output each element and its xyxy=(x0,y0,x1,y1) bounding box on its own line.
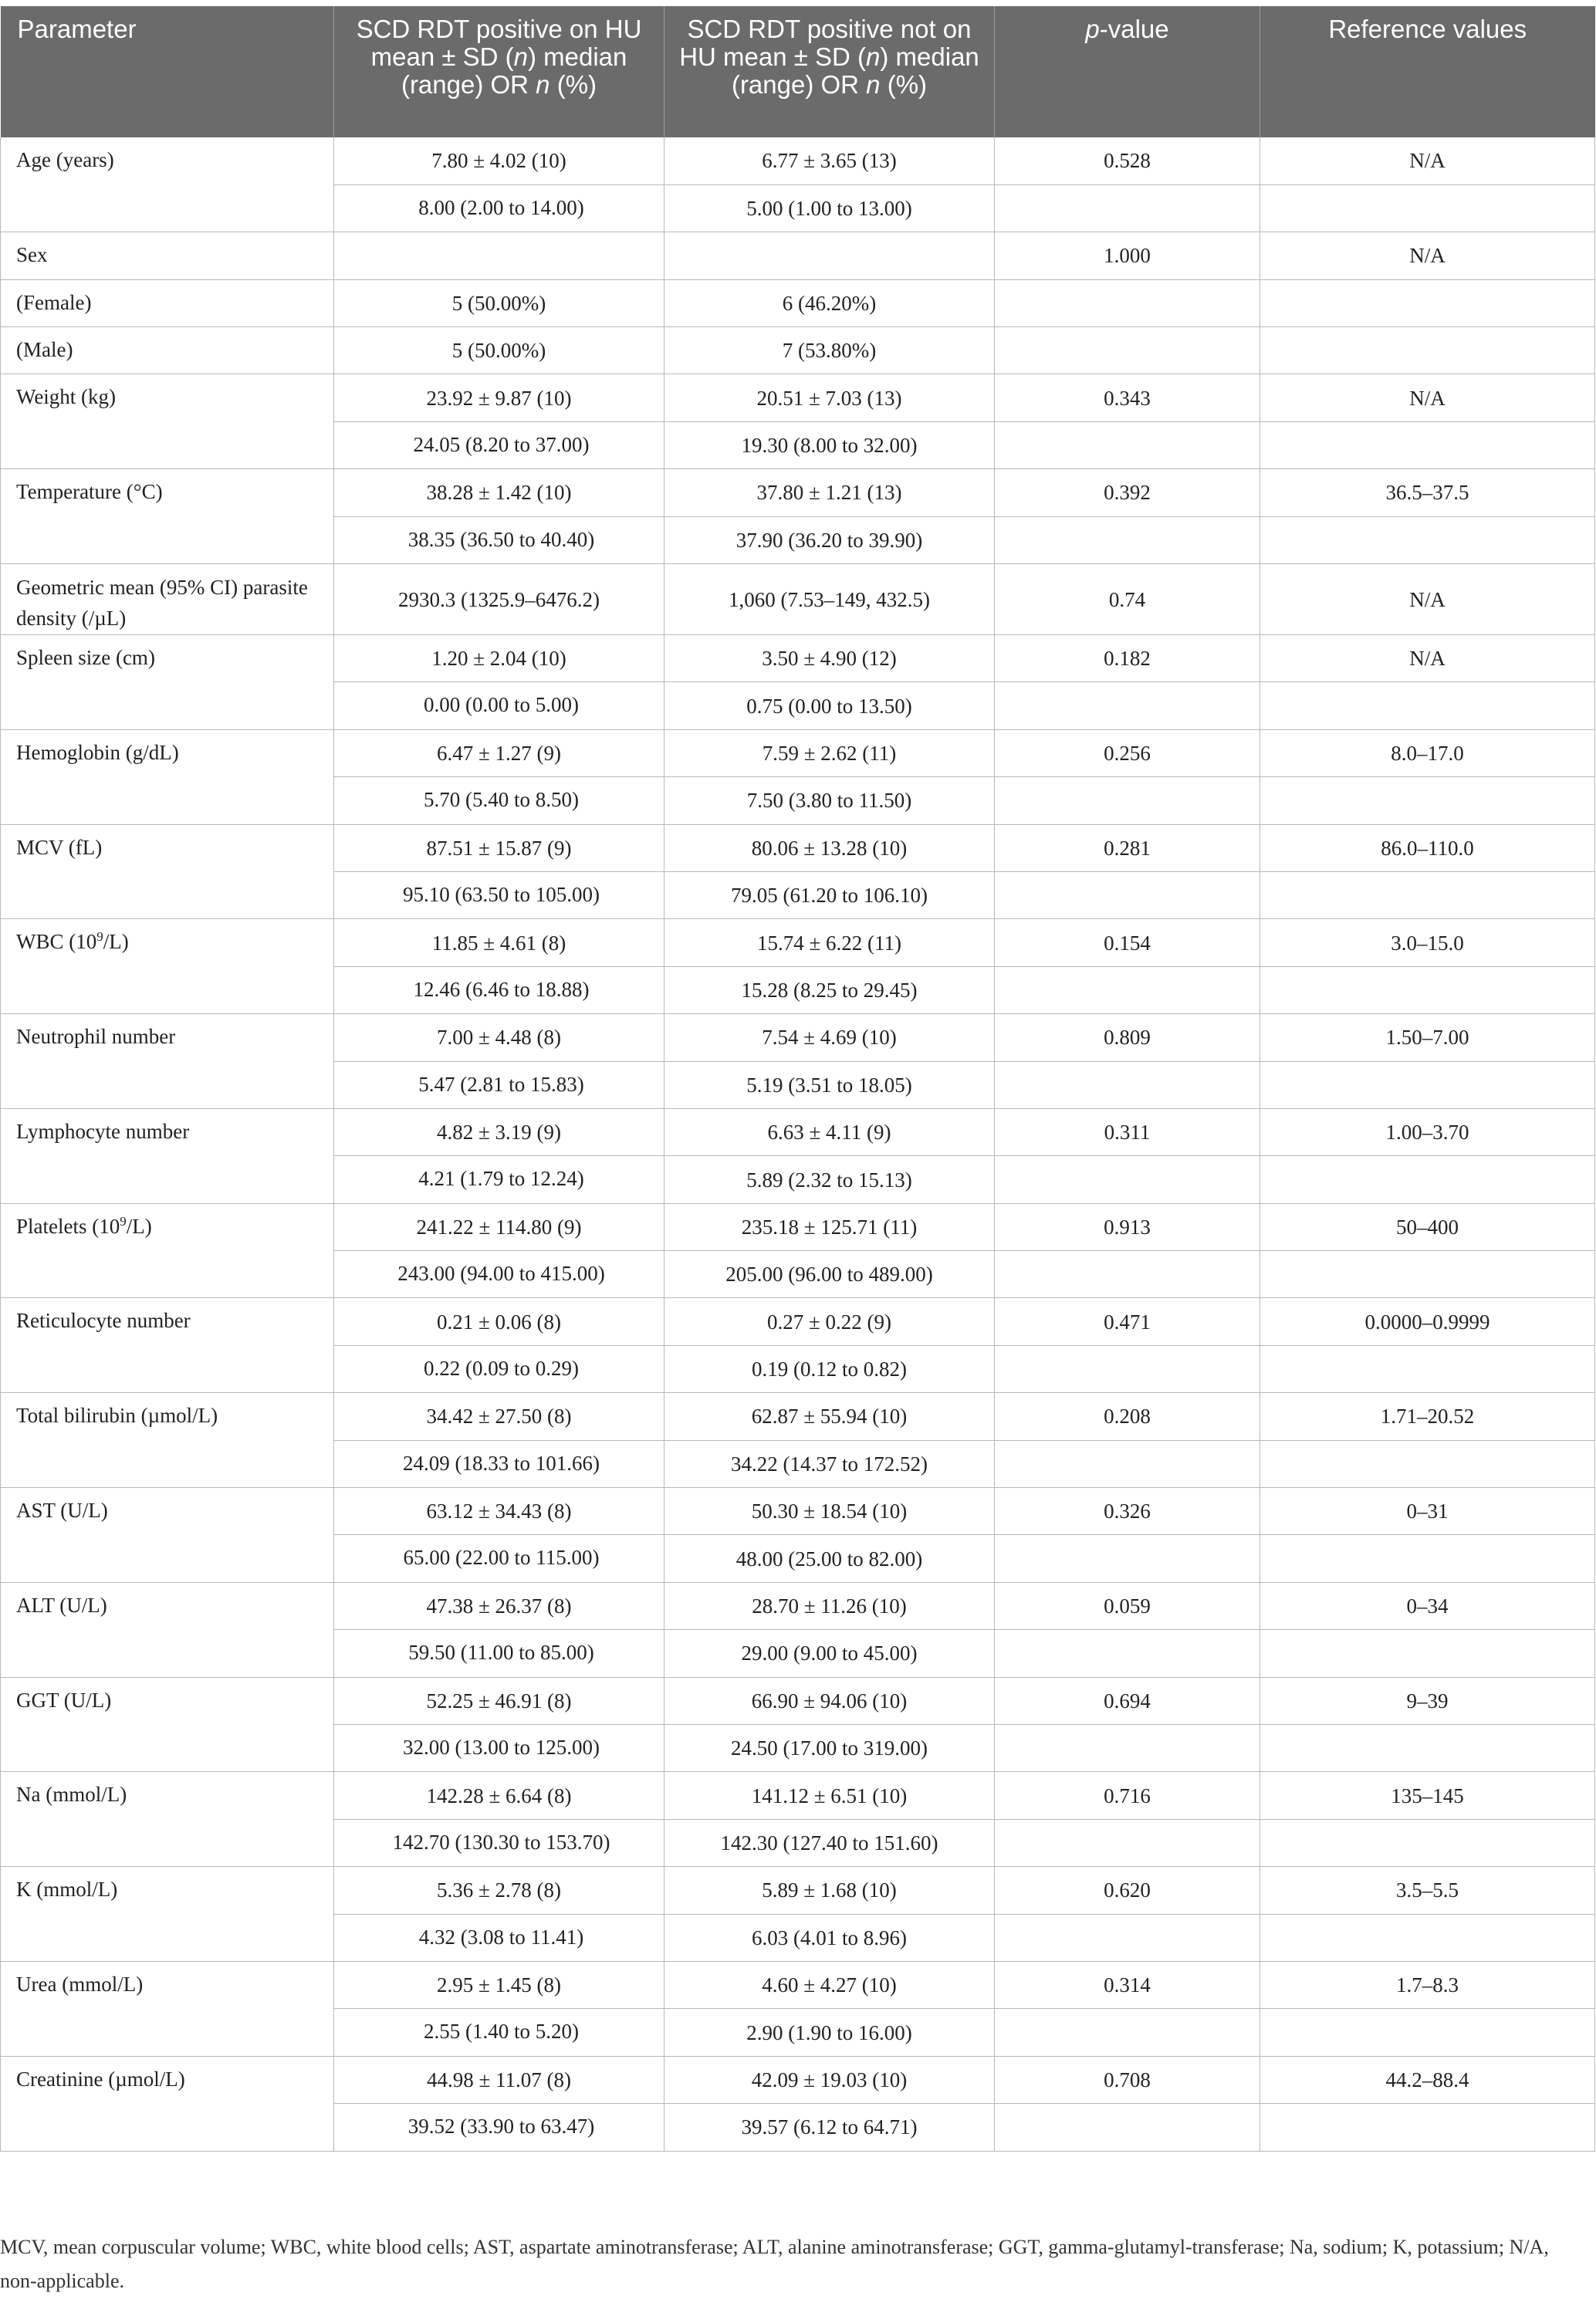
not-on-hu-cell: 39.57 (6.12 to 64.71) xyxy=(664,2104,995,2151)
on-hu-cell: 24.05 (8.20 to 37.00) xyxy=(334,421,664,468)
not-on-hu-cell: 1,060 (7.53–149, 432.5) xyxy=(664,564,995,635)
not-on-hu-cell: 5.19 (3.51 to 18.05) xyxy=(664,1061,995,1108)
on-hu-cell: 5 (50.00%) xyxy=(334,327,664,374)
table-row xyxy=(1,919,1595,966)
p-value-cell: 0.74 xyxy=(995,564,1260,635)
p-value-cell xyxy=(995,1156,1260,1203)
not-on-hu-cell: 19.30 (8.00 to 32.00) xyxy=(664,421,995,468)
not-on-hu-cell: 2.90 (1.90 to 16.00) xyxy=(664,2009,995,2056)
parameter-cell: Reticulocyte number xyxy=(1,1298,334,1393)
not-on-hu-cell: 6 (46.20%) xyxy=(664,279,995,326)
p-value-cell: 0.281 xyxy=(995,824,1260,871)
table-row xyxy=(1,564,1595,635)
on-hu-cell: 24.09 (18.33 to 101.66) xyxy=(334,1440,664,1487)
parameter-cell: MCV (fL) xyxy=(1,824,334,919)
not-on-hu-cell: 48.00 (25.00 to 82.00) xyxy=(664,1535,995,1582)
not-on-hu-cell: 5.89 (2.32 to 15.13) xyxy=(664,1156,995,1203)
reference-cell: 135–145 xyxy=(1260,1772,1595,1819)
reference-cell xyxy=(1260,2009,1595,2056)
reference-cell xyxy=(1260,1630,1595,1677)
not-on-hu-cell: 37.90 (36.20 to 39.90) xyxy=(664,516,995,563)
header-reference-values: Reference values xyxy=(1260,6,1595,137)
on-hu-cell: 2.95 ± 1.45 (8) xyxy=(334,1961,664,2008)
not-on-hu-cell: 66.90 ± 94.06 (10) xyxy=(664,1677,995,1724)
reference-cell xyxy=(1260,1535,1595,1582)
reference-cell xyxy=(1260,516,1595,563)
p-value-cell: 0.256 xyxy=(995,729,1260,776)
not-on-hu-cell: 79.05 (61.20 to 106.10) xyxy=(664,871,995,918)
parameter-cell: Lymphocyte number xyxy=(1,1108,334,1203)
not-on-hu-cell xyxy=(664,232,995,279)
table-row xyxy=(1,2056,1595,2103)
parameter-cell: Urea (mmol/L) xyxy=(1,1961,334,2056)
reference-cell xyxy=(1260,1345,1595,1392)
p-value-cell xyxy=(995,1251,1260,1298)
on-hu-cell: 243.00 (94.00 to 415.00) xyxy=(334,1251,664,1298)
p-value-cell xyxy=(995,1725,1260,1772)
parameter-cell: Weight (kg) xyxy=(1,374,334,469)
on-hu-cell: 95.10 (63.50 to 105.00) xyxy=(334,871,664,918)
on-hu-cell: 2.55 (1.40 to 5.20) xyxy=(334,2009,664,2056)
parameter-cell: (Male) xyxy=(1,327,334,374)
not-on-hu-cell: 6.63 ± 4.11 (9) xyxy=(664,1108,995,1155)
header-row xyxy=(1,6,1595,137)
not-on-hu-cell: 7.59 ± 2.62 (11) xyxy=(664,729,995,776)
not-on-hu-cell: 235.18 ± 125.71 (11) xyxy=(664,1203,995,1250)
p-value-cell: 0.471 xyxy=(995,1298,1260,1345)
on-hu-cell: 4.82 ± 3.19 (9) xyxy=(334,1108,664,1155)
on-hu-cell: 0.21 ± 0.06 (8) xyxy=(334,1298,664,1345)
reference-cell: 1.50–7.00 xyxy=(1260,1014,1595,1061)
not-on-hu-cell: 28.70 ± 11.26 (10) xyxy=(664,1582,995,1629)
not-on-hu-cell: 20.51 ± 7.03 (13) xyxy=(664,374,995,421)
not-on-hu-cell: 62.87 ± 55.94 (10) xyxy=(664,1393,995,1440)
reference-cell xyxy=(1260,682,1595,729)
table-row xyxy=(1,824,1595,871)
not-on-hu-cell: 0.19 (0.12 to 0.82) xyxy=(664,1345,995,1392)
not-on-hu-cell: 6.03 (4.01 to 8.96) xyxy=(664,1914,995,1961)
not-on-hu-cell: 6.77 ± 3.65 (13) xyxy=(664,137,995,184)
p-value-cell: 0.343 xyxy=(995,374,1260,421)
parameter-cell: Neutrophil number xyxy=(1,1014,334,1109)
on-hu-cell: 11.85 ± 4.61 (8) xyxy=(334,919,664,966)
reference-cell: N/A xyxy=(1260,564,1595,635)
header-parameter: Parameter xyxy=(1,6,334,137)
on-hu-cell: 0.00 (0.00 to 5.00) xyxy=(334,682,664,729)
on-hu-cell: 2930.3 (1325.9–6476.2) xyxy=(334,564,664,635)
table-row xyxy=(1,327,1595,374)
on-hu-cell: 4.32 (3.08 to 11.41) xyxy=(334,1914,664,1961)
not-on-hu-cell: 42.09 ± 19.03 (10) xyxy=(664,2056,995,2103)
reference-cell: 9–39 xyxy=(1260,1677,1595,1724)
on-hu-cell: 34.42 ± 27.50 (8) xyxy=(334,1393,664,1440)
not-on-hu-cell: 4.60 ± 4.27 (10) xyxy=(664,1961,995,2008)
p-value-cell xyxy=(995,421,1260,468)
p-value-cell xyxy=(995,1535,1260,1582)
p-value-cell: 0.314 xyxy=(995,1961,1260,2008)
table-row xyxy=(1,1393,1595,1440)
not-on-hu-cell: 205.00 (96.00 to 489.00) xyxy=(664,1251,995,1298)
p-value-cell: 0.311 xyxy=(995,1108,1260,1155)
table-row xyxy=(1,1867,1595,1914)
p-value-cell: 0.708 xyxy=(995,2056,1260,2103)
reference-cell: 3.5–5.5 xyxy=(1260,1867,1595,1914)
p-value-cell: 0.154 xyxy=(995,919,1260,966)
on-hu-cell: 47.38 ± 26.37 (8) xyxy=(334,1582,664,1629)
not-on-hu-cell: 142.30 (127.40 to 151.60) xyxy=(664,1819,995,1866)
parameter-cell: Na (mmol/L) xyxy=(1,1772,334,1867)
not-on-hu-cell: 141.12 ± 6.51 (10) xyxy=(664,1772,995,1819)
p-value-cell xyxy=(995,1345,1260,1392)
on-hu-cell: 23.92 ± 9.87 (10) xyxy=(334,374,664,421)
on-hu-cell: 142.28 ± 6.64 (8) xyxy=(334,1772,664,1819)
parameter-cell: Creatinine (µmol/L) xyxy=(1,2056,334,2151)
not-on-hu-cell: 29.00 (9.00 to 45.00) xyxy=(664,1630,995,1677)
table-row xyxy=(1,1582,1595,1629)
on-hu-cell: 4.21 (1.79 to 12.24) xyxy=(334,1156,664,1203)
reference-cell: 1.71–20.52 xyxy=(1260,1393,1595,1440)
p-value-cell: 0.620 xyxy=(995,1867,1260,1914)
p-value-cell xyxy=(995,2104,1260,2151)
p-value-cell: 1.000 xyxy=(995,232,1260,279)
reference-cell: 36.5–37.5 xyxy=(1260,469,1595,516)
table-row xyxy=(1,374,1595,421)
p-value-cell xyxy=(995,1440,1260,1487)
p-value-cell xyxy=(995,1061,1260,1108)
on-hu-cell: 7.80 ± 4.02 (10) xyxy=(334,137,664,184)
not-on-hu-cell: 5.89 ± 1.68 (10) xyxy=(664,1867,995,1914)
on-hu-cell xyxy=(334,232,664,279)
reference-cell: 0.0000–0.9999 xyxy=(1260,1298,1595,1345)
table-row xyxy=(1,1108,1595,1155)
on-hu-cell: 7.00 ± 4.48 (8) xyxy=(334,1014,664,1061)
reference-cell: 44.2–88.4 xyxy=(1260,2056,1595,2103)
table-body xyxy=(1,137,1595,2151)
reference-cell xyxy=(1260,777,1595,824)
p-value-cell: 0.326 xyxy=(995,1488,1260,1535)
parameter-cell: Platelets $(10^9/L)$ xyxy=(1,1203,334,1298)
reference-cell: 1.00–3.70 xyxy=(1260,1108,1595,1155)
reference-cell: N/A xyxy=(1260,635,1595,682)
table-row xyxy=(1,635,1595,682)
on-hu-cell: 8.00 (2.00 to 14.00) xyxy=(334,184,664,232)
table-row xyxy=(1,1014,1595,1061)
on-hu-cell: 32.00 (13.00 to 125.00) xyxy=(334,1725,664,1772)
table-row xyxy=(1,469,1595,516)
on-hu-cell: 38.28 ± 1.42 (10) xyxy=(334,469,664,516)
table-row xyxy=(1,1772,1595,1819)
reference-cell: 50–400 xyxy=(1260,1203,1595,1250)
p-value-cell: 0.182 xyxy=(995,635,1260,682)
reference-cell: 0–31 xyxy=(1260,1488,1595,1535)
on-hu-cell: 38.35 (36.50 to 40.40) xyxy=(334,516,664,563)
p-value-cell xyxy=(995,777,1260,824)
reference-cell: 1.7–8.3 xyxy=(1260,1961,1595,2008)
p-value-cell: 0.694 xyxy=(995,1677,1260,1724)
parameter-cell: Hemoglobin (g/dL) xyxy=(1,729,334,824)
reference-cell: 3.0–15.0 xyxy=(1260,919,1595,966)
p-value-cell xyxy=(995,184,1260,232)
p-value-cell xyxy=(995,516,1260,563)
header-p-value: p-value xyxy=(995,6,1260,137)
p-value-cell xyxy=(995,1819,1260,1866)
reference-cell xyxy=(1260,1156,1595,1203)
table-row xyxy=(1,1961,1595,2008)
on-hu-cell: 5.70 (5.40 to 8.50) xyxy=(334,777,664,824)
table-row xyxy=(1,1677,1595,1724)
reference-cell xyxy=(1260,2104,1595,2151)
not-on-hu-cell: 0.27 ± 0.22 (9) xyxy=(664,1298,995,1345)
parameter-cell: Total bilirubin (µmol/L) xyxy=(1,1393,334,1488)
parameter-cell: Temperature (°C) xyxy=(1,469,334,564)
not-on-hu-cell: 15.74 ± 6.22 (11) xyxy=(664,919,995,966)
reference-cell xyxy=(1260,1251,1595,1298)
on-hu-cell: 87.51 ± 15.87 (9) xyxy=(334,824,664,871)
reference-cell xyxy=(1260,184,1595,232)
table-row xyxy=(1,1298,1595,1345)
p-value-cell xyxy=(995,871,1260,918)
not-on-hu-cell: 7.54 ± 4.69 (10) xyxy=(664,1014,995,1061)
p-value-cell xyxy=(995,966,1260,1013)
reference-cell: 0–34 xyxy=(1260,1582,1595,1629)
reference-cell xyxy=(1260,421,1595,468)
reference-cell xyxy=(1260,1061,1595,1108)
parameter-cell: AST (U/L) xyxy=(1,1488,334,1583)
table-row xyxy=(1,137,1595,184)
on-hu-cell: 0.22 (0.09 to 0.29) xyxy=(334,1345,664,1392)
on-hu-cell: 44.98 ± 11.07 (8) xyxy=(334,2056,664,2103)
on-hu-cell: 59.50 (11.00 to 85.00) xyxy=(334,1630,664,1677)
p-value-cell: 0.913 xyxy=(995,1203,1260,1250)
p-value-cell: 0.208 xyxy=(995,1393,1260,1440)
reference-cell: N/A xyxy=(1260,137,1595,184)
on-hu-cell: 5.36 ± 2.78 (8) xyxy=(334,1867,664,1914)
parameter-cell: GGT (U/L) xyxy=(1,1677,334,1772)
parameter-cell: Spleen size (cm) xyxy=(1,635,334,730)
on-hu-cell: 39.52 (33.90 to 63.47) xyxy=(334,2104,664,2151)
p-value-cell xyxy=(995,279,1260,326)
parameter-cell: Sex xyxy=(1,232,334,279)
parameter-cell: ALT (U/L) xyxy=(1,1582,334,1677)
p-value-cell xyxy=(995,2009,1260,2056)
on-hu-cell: 1.20 ± 2.04 (10) xyxy=(334,635,664,682)
not-on-hu-cell: 5.00 (1.00 to 13.00) xyxy=(664,184,995,232)
reference-cell xyxy=(1260,1819,1595,1866)
on-hu-cell: 63.12 ± 34.43 (8) xyxy=(334,1488,664,1535)
table-row xyxy=(1,1203,1595,1250)
table-row xyxy=(1,279,1595,326)
p-value-cell: 0.528 xyxy=(995,137,1260,184)
on-hu-cell: 65.00 (22.00 to 115.00) xyxy=(334,1535,664,1582)
not-on-hu-cell: 15.28 (8.25 to 29.45) xyxy=(664,966,995,1013)
not-on-hu-cell: 34.22 (14.37 to 172.52) xyxy=(664,1440,995,1487)
not-on-hu-cell: 7 (53.80%) xyxy=(664,327,995,374)
header-not-on-hu: SCD RDT positive not on HU mean ± SD (n) median (range) OR n (%) xyxy=(664,6,995,137)
on-hu-cell: 5.47 (2.81 to 15.83) xyxy=(334,1061,664,1108)
on-hu-cell: 12.46 (6.46 to 18.88) xyxy=(334,966,664,1013)
not-on-hu-cell: 24.50 (17.00 to 319.00) xyxy=(664,1725,995,1772)
not-on-hu-cell: 7.50 (3.80 to 11.50) xyxy=(664,777,995,824)
parameter-cell: WBC $(10^9/L)$ xyxy=(1,919,334,1014)
not-on-hu-cell: 3.50 ± 4.90 (12) xyxy=(664,635,995,682)
parameter-cell: (Female) xyxy=(1,279,334,326)
not-on-hu-cell: 80.06 ± 13.28 (10) xyxy=(664,824,995,871)
p-value-cell xyxy=(995,682,1260,729)
not-on-hu-cell: 0.75 (0.00 to 13.50) xyxy=(664,682,995,729)
reference-cell: N/A xyxy=(1260,232,1595,279)
on-hu-cell: 6.47 ± 1.27 (9) xyxy=(334,729,664,776)
reference-cell: N/A xyxy=(1260,374,1595,421)
on-hu-cell: 5 (50.00%) xyxy=(334,279,664,326)
on-hu-cell: 142.70 (130.30 to 153.70) xyxy=(334,1819,664,1866)
reference-cell xyxy=(1260,871,1595,918)
results-table xyxy=(0,6,1595,2152)
not-on-hu-cell: 37.80 ± 1.21 (13) xyxy=(664,469,995,516)
table-footnote: MCV, mean corpuscular volume; WBC, white blood cells; AST, aspartate aminotransferase; ALT, alanine aminotransferase; GGT, gamma-glutamyl-transferase; Na, sodium; K, potassium; N/A, non-applicable. xyxy=(0,2236,1549,2292)
parameter-cell: K (mmol/L) xyxy=(1,1867,334,1962)
not-on-hu-cell: 50.30 ± 18.54 (10) xyxy=(664,1488,995,1535)
p-value-cell xyxy=(995,1914,1260,1961)
header-on-hu: SCD RDT positive on HU mean ± SD (n) median (range) OR n (%) xyxy=(334,6,664,137)
p-value-cell xyxy=(995,327,1260,374)
p-value-cell: 0.059 xyxy=(995,1582,1260,1629)
table-header xyxy=(1,6,1595,137)
table-row xyxy=(1,1488,1595,1535)
results-table-container xyxy=(0,6,1594,2152)
table-row xyxy=(1,232,1595,279)
parameter-cell: Geometric mean (95% CI) parasite density (/µL) xyxy=(1,564,334,635)
reference-cell xyxy=(1260,1440,1595,1487)
reference-cell xyxy=(1260,1914,1595,1961)
p-value-cell xyxy=(995,1630,1260,1677)
on-hu-cell: 241.22 ± 114.80 (9) xyxy=(334,1203,664,1250)
reference-cell xyxy=(1260,1725,1595,1772)
reference-cell: 8.0–17.0 xyxy=(1260,729,1595,776)
reference-cell xyxy=(1260,327,1595,374)
p-value-cell: 0.716 xyxy=(995,1772,1260,1819)
p-value-cell: 0.809 xyxy=(995,1014,1260,1061)
reference-cell: 86.0–110.0 xyxy=(1260,824,1595,871)
reference-cell xyxy=(1260,279,1595,326)
table-row xyxy=(1,729,1595,776)
p-value-cell: 0.392 xyxy=(995,469,1260,516)
parameter-cell: Age (years) xyxy=(1,137,334,232)
reference-cell xyxy=(1260,966,1595,1013)
on-hu-cell: 52.25 ± 46.91 (8) xyxy=(334,1677,664,1724)
